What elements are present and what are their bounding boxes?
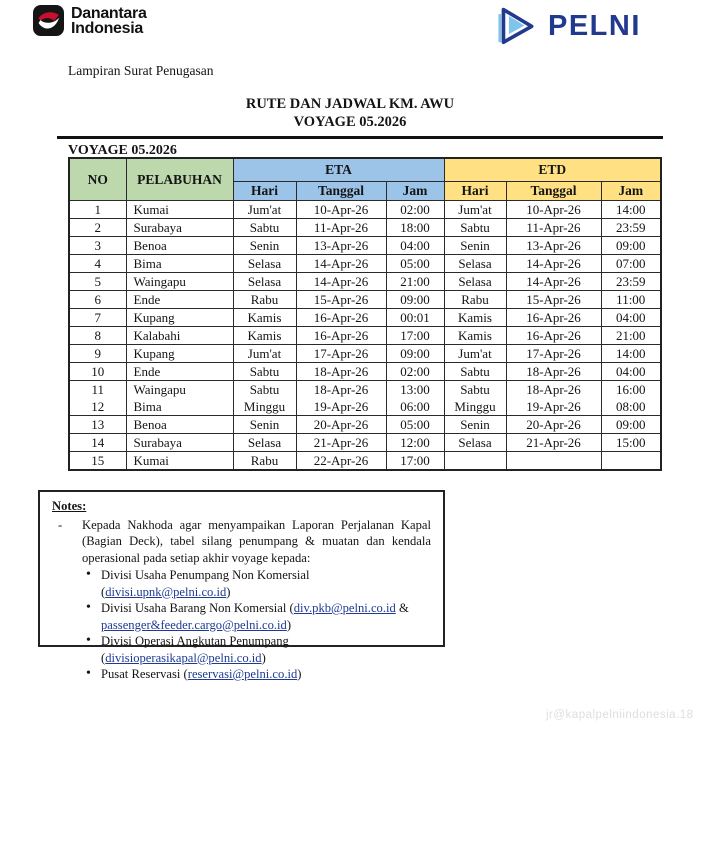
bullet1-email-link[interactable]: divisi.upnk@pelni.co.id (105, 584, 227, 599)
col-header-eta-hari: Hari (233, 182, 296, 201)
cell-eta-tanggal: 19-Apr-26 (296, 398, 386, 416)
notes-bullet-2 (86, 600, 431, 633)
col-header-eta-jam: Jam (386, 182, 444, 201)
notes-bullet-1 (86, 567, 431, 600)
cell-etd-jam: 08:00 (601, 398, 661, 416)
cell-no: 8 (69, 327, 126, 345)
notes-box (38, 490, 445, 681)
cell-eta-tanggal: 15-Apr-26 (296, 291, 386, 309)
cell-eta-hari: Selasa (233, 255, 296, 273)
dash-marker: - (58, 517, 63, 532)
cell-etd-tanggal: 20-Apr-26 (506, 416, 601, 434)
cell-eta-jam: 04:00 (386, 237, 444, 255)
cell-eta-hari: Rabu (233, 452, 296, 471)
cell-etd-hari: Selasa (444, 273, 506, 291)
notes-dash-item (52, 517, 431, 567)
cell-no: 11 (69, 381, 126, 399)
notes-bullet-list (86, 567, 431, 683)
cell-etd-tanggal: 11-Apr-26 (506, 219, 601, 237)
cell-etd-jam: 14:00 (601, 345, 661, 363)
cell-etd-hari: Jum'at (444, 345, 506, 363)
schedule-row (69, 255, 661, 273)
cell-eta-jam: 21:00 (386, 273, 444, 291)
cell-eta-tanggal: 17-Apr-26 (296, 345, 386, 363)
col-header-no: NO (69, 158, 126, 201)
cell-no: 10 (69, 363, 126, 381)
danantara-wordmark (71, 6, 147, 36)
cell-etd-jam: 04:00 (601, 363, 661, 381)
lampiran-label: Lampiran Surat Penugasan (68, 63, 214, 78)
cell-pelabuhan: Surabaya (126, 219, 233, 237)
danantara-wordmark-line1: Danantara (71, 5, 147, 22)
cell-eta-hari: Selasa (233, 434, 296, 452)
watermark: jr@kapalpelniindonesia.18 (546, 709, 694, 721)
schedule-row (69, 434, 661, 452)
cell-etd-hari: Selasa (444, 255, 506, 273)
cell-etd-hari: Kamis (444, 309, 506, 327)
cell-etd-hari: Jum'at (444, 201, 506, 219)
notes-title: Notes: (52, 499, 87, 513)
schedule-row (69, 345, 661, 363)
col-header-pelabuhan: PELABUHAN (126, 158, 233, 201)
cell-eta-jam: 00:01 (386, 309, 444, 327)
cell-eta-jam: 09:00 (386, 345, 444, 363)
cell-eta-hari: Senin (233, 237, 296, 255)
cell-etd-hari: Sabtu (444, 219, 506, 237)
bullet2-email-link-1[interactable]: div.pkb@pelni.co.id (293, 601, 396, 615)
cell-eta-jam: 05:00 (386, 255, 444, 273)
cell-eta-tanggal: 10-Apr-26 (296, 201, 386, 219)
cell-pelabuhan: Bima (126, 255, 233, 273)
pelni-wordmark: PELNI (548, 9, 641, 42)
bullet2-text: Divisi Usaha Barang Non Komersial ( (101, 601, 294, 615)
cell-etd-tanggal: 16-Apr-26 (506, 327, 601, 345)
cell-no: 4 (69, 255, 126, 273)
cell-etd-hari: Senin (444, 237, 506, 255)
danantara-logo-icon (33, 5, 64, 36)
cell-pelabuhan: Kumai (126, 201, 233, 219)
cell-etd-hari: Sabtu (444, 381, 506, 399)
col-group-eta: ETA (233, 158, 444, 182)
schedule-row (69, 201, 661, 219)
schedule-row (69, 309, 661, 327)
schedule-row (69, 381, 661, 399)
cell-pelabuhan: Benoa (126, 237, 233, 255)
pelni-logo (497, 5, 641, 45)
bullet2-email-link-2[interactable]: passenger&feeder.cargo@pelni.co.id (101, 617, 287, 632)
cell-etd-hari: Senin (444, 416, 506, 434)
cell-etd-tanggal: 13-Apr-26 (506, 237, 601, 255)
cell-eta-tanggal: 16-Apr-26 (296, 327, 386, 345)
danantara-wordmark-line2: Indonesia (71, 20, 143, 37)
cell-pelabuhan: Kupang (126, 345, 233, 363)
cell-eta-jam: 18:00 (386, 219, 444, 237)
cell-etd-hari: Rabu (444, 291, 506, 309)
cell-etd-hari (444, 452, 506, 471)
cell-no: 5 (69, 273, 126, 291)
cell-eta-jam: 02:00 (386, 363, 444, 381)
bullet4-close: ) (297, 667, 302, 681)
cell-etd-tanggal: 17-Apr-26 (506, 345, 601, 363)
cell-eta-jam: 12:00 (386, 434, 444, 452)
document-title-line2: VOYAGE 05.2026 (293, 113, 407, 130)
schedule-row (69, 363, 661, 381)
cell-no: 13 (69, 416, 126, 434)
schedule-row (69, 416, 661, 434)
cell-eta-hari: Jum'at (233, 201, 296, 219)
schedule-row (69, 398, 661, 416)
cell-eta-hari: Jum'at (233, 345, 296, 363)
cell-eta-tanggal: 22-Apr-26 (296, 452, 386, 471)
cell-pelabuhan: Kupang (126, 309, 233, 327)
cell-etd-tanggal: 18-Apr-26 (506, 363, 601, 381)
cell-eta-tanggal: 21-Apr-26 (296, 434, 386, 452)
cell-etd-tanggal: 15-Apr-26 (506, 291, 601, 309)
cell-no: 1 (69, 201, 126, 219)
cell-no: 2 (69, 219, 126, 237)
cell-etd-hari: Kamis (444, 327, 506, 345)
bullet1-close: ) (226, 584, 231, 599)
cell-pelabuhan: Kalabahi (126, 327, 233, 345)
cell-no: 9 (69, 345, 126, 363)
bullet4-text: Pusat Reservasi ( (101, 667, 188, 681)
cell-etd-jam: 09:00 (601, 237, 661, 255)
cell-pelabuhan: Waingapu (126, 381, 233, 399)
cell-etd-jam: 09:00 (601, 416, 661, 434)
schedule-table-wrap (68, 157, 662, 471)
col-header-eta-tanggal: Tanggal (296, 182, 386, 201)
cell-eta-jam: 09:00 (386, 291, 444, 309)
cell-eta-tanggal: 13-Apr-26 (296, 237, 386, 255)
cell-etd-tanggal: 18-Apr-26 (506, 381, 601, 399)
cell-eta-hari: Sabtu (233, 219, 296, 237)
cell-eta-hari: Kamis (233, 327, 296, 345)
schedule-row (69, 452, 661, 471)
cell-no: 14 (69, 434, 126, 452)
pelni-logo-icon (497, 5, 539, 45)
notes-bullet-3 (86, 633, 431, 666)
cell-etd-hari: Sabtu (444, 363, 506, 381)
schedule-table (68, 157, 662, 471)
bullet4-email-link[interactable]: reservasi@pelni.co.id (187, 667, 298, 681)
schedule-row (69, 237, 661, 255)
cell-etd-jam: 15:00 (601, 434, 661, 452)
document-title (0, 96, 700, 131)
col-group-etd: ETD (444, 158, 661, 182)
cell-etd-jam: 23:59 (601, 273, 661, 291)
cell-etd-tanggal: 19-Apr-26 (506, 398, 601, 416)
cell-pelabuhan: Benoa (126, 416, 233, 434)
cell-pelabuhan: Bima (126, 398, 233, 416)
cell-eta-tanggal: 11-Apr-26 (296, 219, 386, 237)
cell-etd-jam: 14:00 (601, 201, 661, 219)
cell-etd-tanggal: 14-Apr-26 (506, 255, 601, 273)
col-header-etd-tanggal: Tanggal (506, 182, 601, 201)
cell-etd-jam: 04:00 (601, 309, 661, 327)
cell-etd-tanggal: 10-Apr-26 (506, 201, 601, 219)
bullet3-close: ) (261, 650, 266, 665)
bullet2-amp: & (395, 601, 409, 615)
col-header-etd-jam: Jam (601, 182, 661, 201)
cell-eta-jam: 06:00 (386, 398, 444, 416)
horizontal-rule (57, 136, 663, 139)
notes-bullet-4 (86, 666, 431, 683)
bullet3-text: Divisi Operasi Angkutan Penumpang ( (101, 634, 289, 665)
cell-eta-jam: 13:00 (386, 381, 444, 399)
schedule-row (69, 219, 661, 237)
schedule-row (69, 291, 661, 309)
cell-pelabuhan: Waingapu (126, 273, 233, 291)
cell-eta-hari: Minggu (233, 398, 296, 416)
cell-no: 6 (69, 291, 126, 309)
cell-etd-hari: Selasa (444, 434, 506, 452)
cell-eta-jam: 05:00 (386, 416, 444, 434)
cell-eta-hari: Selasa (233, 273, 296, 291)
cell-etd-jam: 07:00 (601, 255, 661, 273)
cell-etd-jam (601, 452, 661, 471)
schedule-table-body (69, 201, 661, 471)
schedule-row (69, 327, 661, 345)
bullet3-email-link[interactable]: divisioperasikapal@pelni.co.id (105, 650, 262, 665)
cell-pelabuhan: Surabaya (126, 434, 233, 452)
cell-eta-jam: 17:00 (386, 452, 444, 471)
cell-eta-tanggal: 14-Apr-26 (296, 273, 386, 291)
cell-eta-hari: Senin (233, 416, 296, 434)
cell-etd-hari: Minggu (444, 398, 506, 416)
cell-eta-hari: Rabu (233, 291, 296, 309)
schedule-row (69, 273, 661, 291)
cell-no: 15 (69, 452, 126, 471)
cell-no: 12 (69, 398, 126, 416)
bullet1-text: Divisi Usaha Penumpang Non Komersial ( (101, 568, 310, 599)
cell-etd-tanggal (506, 452, 601, 471)
cell-eta-hari: Kamis (233, 309, 296, 327)
cell-eta-jam: 17:00 (386, 327, 444, 345)
cell-eta-hari: Sabtu (233, 381, 296, 399)
cell-eta-tanggal: 16-Apr-26 (296, 309, 386, 327)
cell-eta-tanggal: 18-Apr-26 (296, 363, 386, 381)
cell-etd-tanggal: 21-Apr-26 (506, 434, 601, 452)
danantara-logo (33, 5, 147, 36)
cell-etd-tanggal: 14-Apr-26 (506, 273, 601, 291)
cell-pelabuhan: Kumai (126, 452, 233, 471)
voyage-label: VOYAGE 05.2026 (68, 143, 177, 158)
bullet2-close: ) (286, 617, 292, 632)
cell-eta-jam: 02:00 (386, 201, 444, 219)
cell-etd-jam: 16:00 (601, 381, 661, 399)
notes-dash-text: Kepada Nakhoda agar menyampaikan Laporan Perjalanan Kapal (Bagian Deck), tabel silang penumpang & muatan dan kendala operasional pada setiap akhir voyage kepada: (82, 517, 431, 565)
cell-no: 7 (69, 309, 126, 327)
cell-no: 3 (69, 237, 126, 255)
cell-eta-tanggal: 20-Apr-26 (296, 416, 386, 434)
cell-eta-tanggal: 14-Apr-26 (296, 255, 386, 273)
cell-eta-tanggal: 18-Apr-26 (296, 381, 386, 399)
col-header-etd-hari: Hari (444, 182, 506, 201)
cell-pelabuhan: Ende (126, 291, 233, 309)
cell-etd-tanggal: 16-Apr-26 (506, 309, 601, 327)
cell-pelabuhan: Ende (126, 363, 233, 381)
document-title-line1: RUTE DAN JADWAL KM. AWU (245, 96, 455, 112)
cell-eta-hari: Sabtu (233, 363, 296, 381)
cell-etd-jam: 21:00 (601, 327, 661, 345)
cell-etd-jam: 23:59 (601, 219, 661, 237)
cell-etd-jam: 11:00 (601, 291, 661, 309)
